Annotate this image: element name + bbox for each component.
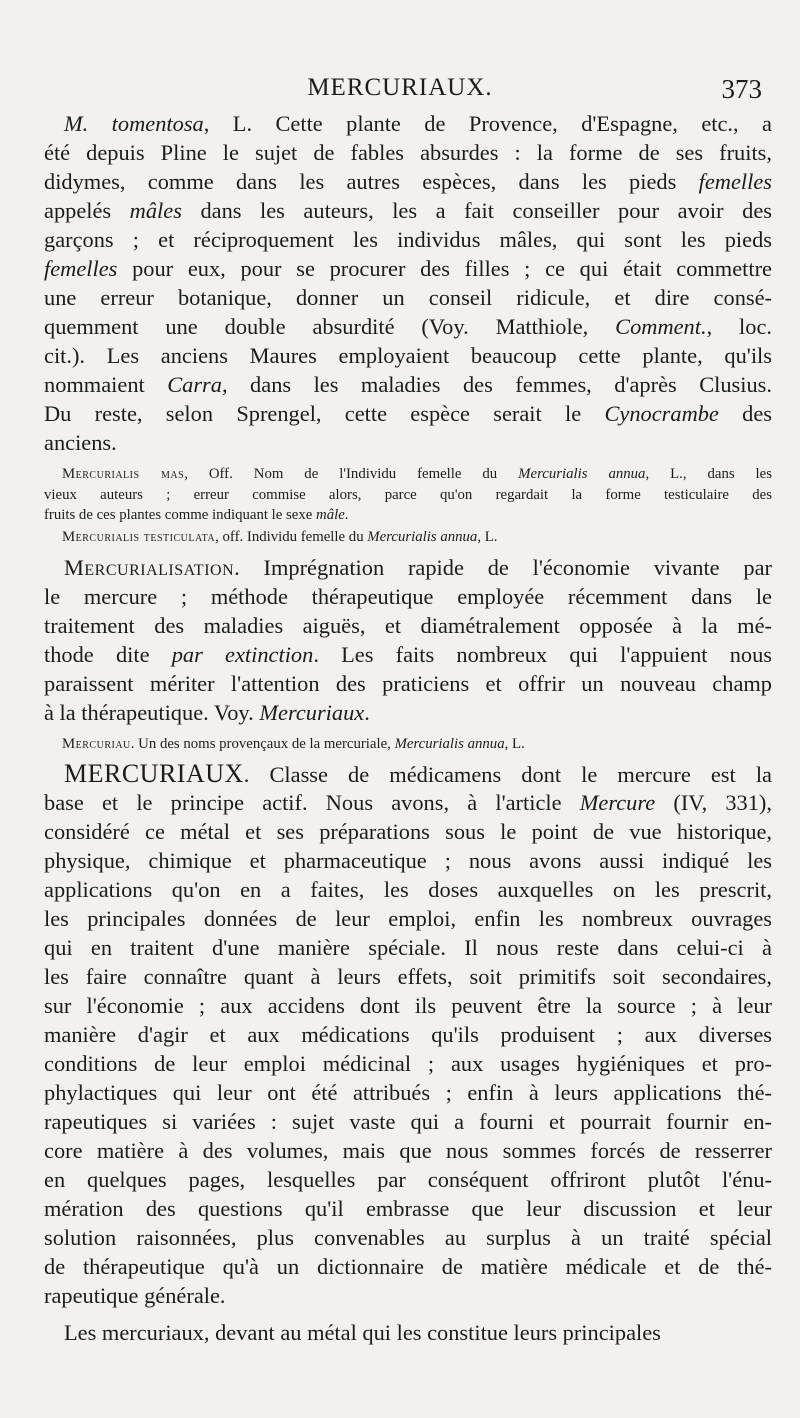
text-segment: manière d'agir et aux médications qu'ils produisent ; aux diverses bbox=[44, 1022, 772, 1047]
text-segment: thode dite bbox=[44, 642, 172, 667]
entry-mercurialisation bbox=[44, 553, 772, 727]
text-segment: . Un des noms provençaux de la mercuriale, bbox=[130, 736, 395, 752]
entry-mercurialis-mas bbox=[44, 464, 772, 526]
entry-headword: Mercurialis testiculata bbox=[62, 529, 216, 545]
text-line bbox=[44, 1049, 772, 1078]
text-segment: appelés bbox=[44, 198, 130, 223]
text-segment: , off. Individu femelle du bbox=[215, 529, 368, 545]
running-head bbox=[0, 74, 800, 110]
text-line bbox=[44, 527, 772, 548]
text-line bbox=[44, 1165, 772, 1194]
running-title: MERCURIAUX. bbox=[307, 74, 493, 101]
text-line bbox=[44, 788, 772, 817]
paragraph-mercurialis-tomentosa bbox=[44, 109, 772, 457]
text-segment: traitement des maladies aiguës, et diamétralement opposée à la mé- bbox=[44, 613, 772, 638]
text-line bbox=[44, 254, 772, 283]
text-line bbox=[44, 167, 772, 196]
italic-text: Mercurialis annua bbox=[367, 529, 478, 545]
text-segment: pour eux, pour se procurer des filles ; ce qui était commettre bbox=[117, 256, 772, 281]
entry-headword: Mercurialisation bbox=[64, 555, 235, 580]
text-segment: à la thérapeutique. Voy. bbox=[44, 700, 260, 725]
text-segment: cit.). Les anciens Maures employaient beaucoup cette plante, qu'ils bbox=[44, 343, 772, 368]
text-segment: . bbox=[364, 700, 370, 725]
text-segment: physique, chimique et pharmaceutique ; nous avons aussi indiqué les bbox=[44, 848, 772, 873]
text-line bbox=[44, 428, 772, 457]
text-segment: garçons ; et réciproquement les individus mâles, qui sont les pieds bbox=[44, 227, 772, 252]
text-line bbox=[44, 1223, 772, 1252]
text-line bbox=[44, 138, 772, 167]
text-line bbox=[44, 485, 772, 506]
entry-headword: Mercurialis mas bbox=[62, 466, 185, 482]
italic-text: femelles bbox=[44, 256, 118, 281]
entry-headword: MERCURIAUX bbox=[64, 759, 244, 788]
text-line bbox=[44, 1318, 772, 1347]
text-segment: sur l'économie ; aux accidens dont ils peuvent être la source ; à leur bbox=[44, 993, 772, 1018]
text-segment: quemment une double absurdité (Voy. Matthiole, bbox=[44, 314, 616, 339]
italic-text: mâles bbox=[129, 198, 182, 223]
text-segment: didymes, comme dans les autres espèces, dans les pieds bbox=[44, 169, 699, 194]
entry-mercuriaux bbox=[44, 759, 772, 1310]
text-line bbox=[44, 904, 772, 933]
text-line bbox=[44, 611, 772, 640]
text-line bbox=[44, 846, 772, 875]
italic-text: par extinction bbox=[171, 642, 314, 667]
text-line bbox=[44, 505, 772, 526]
entry-headword: Mercuriau bbox=[62, 736, 131, 752]
text-segment: qui en traitent d'une manière spéciale. Il nous reste dans celui-ci à bbox=[44, 935, 772, 960]
text-line bbox=[44, 109, 772, 138]
text-line bbox=[44, 669, 772, 698]
text-segment: , dans les maladies des femmes, d'après Clusius. bbox=[221, 372, 772, 397]
italic-text: femelles bbox=[698, 169, 772, 194]
text-segment: une erreur botanique, donner un conseil ridicule, et dire consé- bbox=[44, 285, 772, 310]
text-segment: rapeutiques si variées : sujet vaste qui a fourni et pourrait fournir en- bbox=[44, 1109, 772, 1134]
text-segment: paraissent mériter l'attention des praticiens et offrir un nouveau champ bbox=[44, 671, 772, 696]
text-segment: , L. bbox=[477, 529, 498, 545]
text-line bbox=[44, 553, 772, 582]
text-segment: . Classe de médicamens dont le mercure est la bbox=[243, 762, 772, 787]
text-line bbox=[44, 1078, 772, 1107]
text-segment: dans les auteurs, les a fait conseiller pour avoir des bbox=[181, 198, 772, 223]
text-line bbox=[44, 933, 772, 962]
text-segment: de thérapeutique qu'à un dictionnaire de matière médicale et de thé- bbox=[44, 1254, 772, 1279]
text-segment: phylactiques qui leur ont été attribués ; enfin à leurs applications thé- bbox=[44, 1080, 772, 1105]
text-segment: conditions de leur emploi médicinal ; aux usages hygiéniques et pro- bbox=[44, 1051, 772, 1076]
text-segment: solution raisonnées, plus convenables au surplus à un traité spécial bbox=[44, 1225, 772, 1250]
page-number: 373 bbox=[721, 74, 762, 104]
text-segment: . Imprégnation rapide de l'économie vivante par bbox=[234, 555, 772, 580]
text-segment: anciens. bbox=[44, 430, 117, 455]
text-line bbox=[44, 464, 772, 485]
text-line bbox=[44, 399, 772, 428]
text-line bbox=[44, 962, 772, 991]
text-segment: base et le principe actif. Nous avons, à l'article bbox=[44, 790, 580, 815]
text-segment: rapeutique générale. bbox=[44, 1283, 226, 1308]
text-segment: , L., dans les bbox=[645, 466, 772, 482]
text-line bbox=[44, 1020, 772, 1049]
entry-mercurialis-testiculata bbox=[44, 527, 772, 548]
text-segment: . Les faits nombreux qui l'appuient nous bbox=[313, 642, 772, 667]
text-segment: . bbox=[344, 507, 349, 523]
text-segment: les principales données de leur emploi, enfin les nombreux ouvrages bbox=[44, 906, 772, 931]
text-line bbox=[44, 1107, 772, 1136]
text-line bbox=[44, 1194, 772, 1223]
text-line bbox=[44, 698, 772, 727]
text-line bbox=[44, 341, 772, 370]
text-segment: Du reste, selon Sprengel, cette espèce serait le bbox=[44, 401, 605, 426]
text-segment: le mercure ; méthode thérapeutique employée récemment dans le bbox=[44, 584, 772, 609]
text-line bbox=[44, 991, 772, 1020]
text-line bbox=[44, 875, 772, 904]
text-segment: , loc. bbox=[706, 314, 773, 339]
italic-text: Mercure bbox=[579, 790, 656, 815]
text-segment: été depuis Pline le sujet de fables absurdes : la forme de ses fruits, bbox=[44, 140, 772, 165]
entry-mercuriau bbox=[44, 734, 772, 755]
text-segment: core matière à des volumes, mais que nous sommes forcés de resserrer bbox=[44, 1138, 772, 1163]
text-segment: vieux auteurs ; erreur commise alors, parce qu'on regardait la forme testiculaire des bbox=[44, 486, 772, 503]
text-segment: fruits de ces plantes comme indiquant le sexe bbox=[44, 507, 317, 523]
text-line bbox=[44, 1281, 772, 1310]
text-line bbox=[44, 734, 772, 755]
text-segment: Les mercuriaux, devant au métal qui les constitue leurs principales bbox=[64, 1320, 661, 1345]
text-segment: (IV, 331), bbox=[655, 790, 772, 815]
text-segment: , L. bbox=[504, 736, 525, 752]
text-segment: , Off. Nom de l'Individu femelle du bbox=[184, 466, 519, 482]
text-line bbox=[44, 283, 772, 312]
text-segment: les faire connaître quant à leurs effets, soit primitifs soit secondaires, bbox=[44, 964, 772, 989]
paragraph-closing bbox=[44, 1318, 772, 1347]
text-segment: nommaient bbox=[44, 372, 168, 397]
text-segment: mération des questions qu'il embrasse que leur discussion et leur bbox=[44, 1196, 772, 1221]
italic-text: Cynocrambe bbox=[604, 401, 719, 426]
text-line bbox=[44, 1136, 772, 1165]
italic-text: mâle bbox=[316, 507, 345, 523]
italic-text: Mercuriaux bbox=[259, 700, 365, 725]
text-line bbox=[44, 1252, 772, 1281]
text-line bbox=[44, 817, 772, 846]
text-line bbox=[44, 225, 772, 254]
italic-text: M. tomentosa bbox=[64, 111, 204, 136]
text-segment: , L. Cette plante de Provence, d'Espagne, etc., a bbox=[203, 111, 772, 136]
text-line bbox=[44, 370, 772, 399]
text-line bbox=[44, 640, 772, 669]
text-segment: applications qu'on en a faites, les doses auxquelles on les prescrit, bbox=[44, 877, 772, 902]
text-segment: considéré ce métal et ses préparations sous le point de vue historique, bbox=[44, 819, 772, 844]
text-segment: en quelques pages, lesquelles par conséquent offriront plutôt l'énu- bbox=[44, 1167, 772, 1192]
text-line bbox=[44, 759, 772, 788]
text-line bbox=[44, 196, 772, 225]
text-line bbox=[44, 312, 772, 341]
italic-text: Mercurialis annua bbox=[518, 466, 646, 482]
text-segment: des bbox=[718, 401, 772, 426]
italic-text: Comment. bbox=[615, 314, 707, 339]
italic-text: Mercurialis annua bbox=[394, 736, 505, 752]
italic-text: Carra bbox=[167, 372, 222, 397]
text-line bbox=[44, 582, 772, 611]
